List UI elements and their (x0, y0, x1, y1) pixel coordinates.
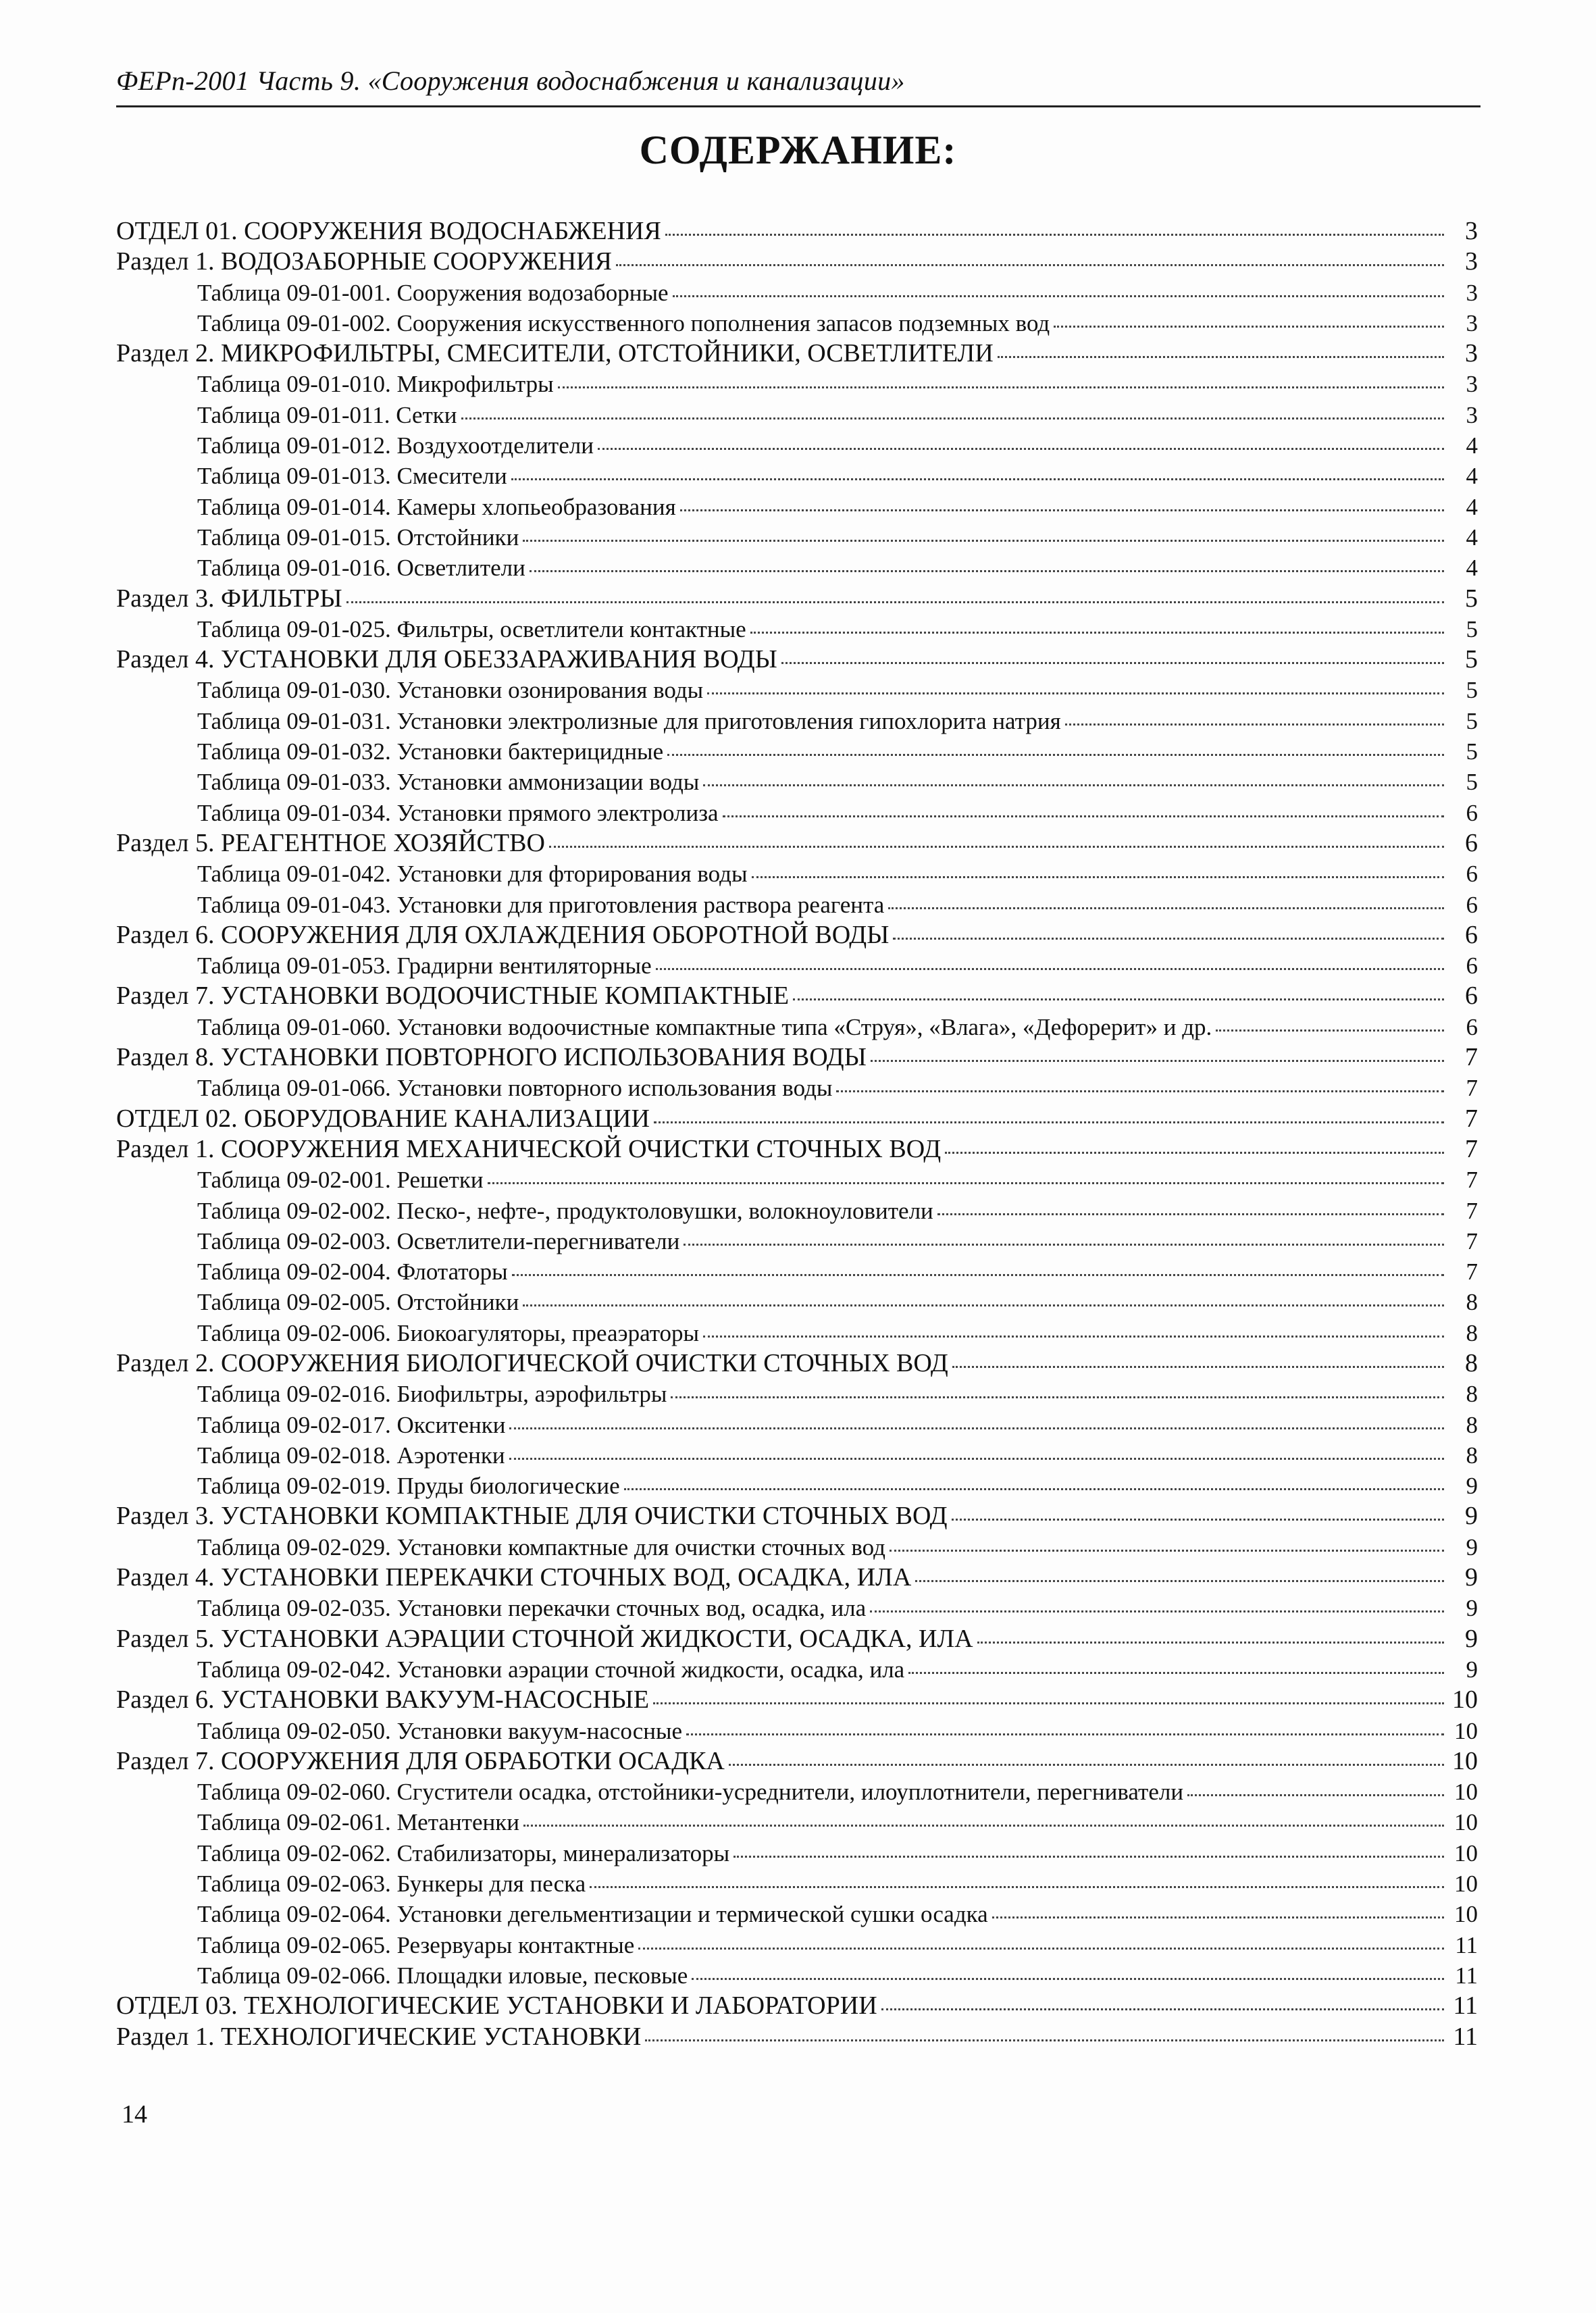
toc-entry-label: Таблица 09-01-033. Установки аммонизации воды (197, 769, 700, 796)
dot-leader (656, 968, 1444, 970)
toc-page-number: 3 (1465, 247, 1478, 276)
toc-page-number: 10 (1454, 1779, 1478, 1806)
dot-leader (638, 1948, 1444, 1950)
dot-leader (598, 448, 1444, 450)
dot-leader (703, 1336, 1444, 1338)
toc-entry-label: Раздел 8. УСТАНОВКИ ПОВТОРНОГО ИСПОЛЬЗОВАНИЯ ВОДЫ (116, 1043, 867, 1072)
toc-entry-label: Таблица 09-02-060. Сгустители осадка, отстойники-усреднители, илоуплотнители, перегниватели (197, 1779, 1184, 1806)
toc-page-number: 7 (1465, 1134, 1478, 1163)
toc-table-entry[interactable] (116, 767, 1478, 797)
toc-section-entry[interactable] (116, 1685, 1478, 1715)
toc-entry-label: Таблица 09-01-030. Установки озонирования воды (197, 677, 704, 704)
toc-entry-label: Таблица 09-01-060. Установки водоочистные компактные типа «Струя», «Влага», «Дефорерит» и др. (197, 1013, 1212, 1040)
toc-entry-label: Таблица 09-01-001. Сооружения водозаборные (197, 279, 669, 306)
toc-entry-label: Раздел 5. УСТАНОВКИ АЭРАЦИИ СТОЧНОЙ ЖИДКОСТИ, ОСАДКА, ИЛА (116, 1624, 973, 1653)
toc-section-entry[interactable] (116, 2022, 1478, 2052)
toc-page-number: 5 (1466, 677, 1478, 704)
toc-entry-label: Таблица 09-01-011. Сетки (197, 401, 457, 428)
toc-entry-label: ОТДЕЛ 02. ОБОРУДОВАНИЕ КАНАЛИЗАЦИИ (116, 1104, 650, 1133)
toc-entry-label: Раздел 5. РЕАГЕНТНОЕ ХОЗЯЙСТВО (116, 828, 545, 857)
toc-page-number: 3 (1466, 309, 1478, 336)
toc-page-number: 5 (1465, 584, 1478, 613)
page-number: 14 (122, 2100, 147, 2129)
toc-page-number: 5 (1466, 738, 1478, 765)
dot-leader (488, 1182, 1444, 1184)
toc-entry-label: ОТДЕЛ 01. СООРУЖЕНИЯ ВОДОСНАБЖЕНИЯ (116, 217, 661, 245)
toc-entry-label: Таблица 09-02-003. Осветлители-перегниватели (197, 1227, 680, 1254)
toc-page-number: 10 (1454, 1809, 1478, 1836)
dot-leader (590, 1886, 1444, 1888)
dot-leader (653, 1702, 1444, 1704)
toc-table-entry[interactable] (116, 1165, 1478, 1195)
toc-entry-label: Таблица 09-01-015. Отстойники (197, 524, 519, 551)
toc-entry-label: Таблица 09-01-014. Камеры хлопьеобразования (197, 493, 676, 520)
toc-table-entry[interactable] (116, 675, 1478, 705)
toc-section-entry[interactable] (116, 1348, 1478, 1379)
toc-table-entry[interactable] (116, 1073, 1478, 1103)
dot-leader (692, 1978, 1444, 1980)
toc-section-entry[interactable] (116, 828, 1478, 859)
toc-entry-label: Таблица 09-01-031. Установки электролизные для приготовления гипохлорита натрия (197, 707, 1061, 734)
toc-section-entry[interactable] (116, 1134, 1478, 1165)
toc-table-entry[interactable] (116, 553, 1478, 583)
toc-entry-label: Раздел 2. МИКРОФИЛЬТРЫ, СМЕСИТЕЛИ, ОТСТОЙНИКИ, ОСВЕТЛИТЕЛИ (116, 339, 994, 368)
toc-page-number: 7 (1465, 1043, 1478, 1072)
toc-entry-label: Таблица 09-01-012. Воздухоотделители (197, 432, 594, 459)
toc-section-entry[interactable] (116, 1562, 1478, 1593)
dot-leader (752, 876, 1445, 878)
dot-leader (781, 662, 1444, 664)
toc-page-number: 4 (1466, 493, 1478, 520)
toc-entry-label: Таблица 09-02-066. Площадки иловые, песковые (197, 1962, 688, 1989)
toc-table-entry[interactable] (116, 1318, 1478, 1348)
toc-table-entry[interactable] (116, 430, 1478, 461)
toc-page-number: 9 (1466, 1595, 1478, 1622)
dot-leader (549, 846, 1444, 848)
toc-entry-label: Таблица 09-02-064. Установки дегельментизации и термической сушки осадка (197, 1901, 988, 1928)
toc-page-number: 8 (1466, 1381, 1478, 1408)
toc-page-number: 6 (1465, 828, 1478, 857)
toc-page-number: 8 (1465, 1348, 1478, 1377)
dot-leader (870, 1610, 1444, 1612)
toc-table-entry[interactable] (116, 1960, 1478, 1991)
toc-entry-label: Раздел 2. СООРУЖЕНИЯ БИОЛОГИЧЕСКОЙ ОЧИСТКИ СТОЧНЫХ ВОД (116, 1348, 948, 1377)
running-header: ФЕРп-2001 Часть 9. «Сооружения водоснабжения и канализации» (116, 66, 905, 96)
toc-table-entry[interactable] (116, 798, 1478, 828)
toc-page-number: 7 (1466, 1197, 1478, 1224)
dot-leader (512, 1274, 1444, 1276)
toc-entry-label: Таблица 09-02-035. Установки перекачки сточных вод, осадка, ила (197, 1595, 867, 1622)
dot-leader (624, 1488, 1444, 1490)
toc-table-entry[interactable] (116, 522, 1478, 553)
toc-entry-label: Таблица 09-02-005. Отстойники (197, 1289, 519, 1316)
dot-leader (509, 1458, 1444, 1460)
toc-page-number: 6 (1466, 952, 1478, 980)
toc-page-number: 5 (1466, 615, 1478, 642)
toc-table-entry[interactable] (116, 369, 1478, 399)
toc-table-entry[interactable] (116, 1440, 1478, 1471)
toc-entry-label: Таблица 09-02-063. Бункеры для песка (197, 1871, 586, 1898)
toc-entry-label: ОТДЕЛ 03. ТЕХНОЛОГИЧЕСКИЕ УСТАНОВКИ И ЛАБОРАТОРИИ (116, 1991, 877, 2020)
dot-leader (893, 938, 1444, 940)
dot-leader (952, 1519, 1445, 1521)
toc-table-entry[interactable] (116, 859, 1478, 889)
toc-entry-label: Таблица 09-01-013. Смесители (197, 463, 507, 490)
toc-page-number: 9 (1465, 1502, 1478, 1531)
dot-leader (908, 1672, 1444, 1674)
toc-page-number: 8 (1466, 1289, 1478, 1316)
dot-leader (680, 509, 1444, 511)
toc-table-entry[interactable] (116, 308, 1478, 338)
toc-page-number: 6 (1465, 982, 1478, 1011)
toc-page-number: 11 (1453, 1991, 1478, 2020)
toc-table-entry[interactable] (116, 1838, 1478, 1869)
dot-leader (992, 1916, 1444, 1918)
toc-table-entry[interactable] (116, 1869, 1478, 1899)
toc-table-entry[interactable] (116, 1471, 1478, 1501)
dot-leader (952, 1366, 1444, 1368)
toc-page-number: 3 (1465, 339, 1478, 368)
toc-entry-label: Таблица 09-01-066. Установки повторного использования воды (197, 1075, 833, 1102)
dot-leader (1065, 723, 1444, 726)
toc-table-entry[interactable] (116, 1012, 1478, 1042)
toc-entry-label: Таблица 09-02-029. Установки компактные для очистки сточных вод (197, 1533, 885, 1560)
toc-table-entry[interactable] (116, 1256, 1478, 1287)
toc-section-entry[interactable] (116, 920, 1478, 950)
page-title: СОДЕРЖАНИЕ: (639, 128, 957, 172)
toc-entry-label: Раздел 1. ВОДОЗАБОРНЫЕ СООРУЖЕНИЯ (116, 247, 612, 276)
toc-table-entry[interactable] (116, 1379, 1478, 1409)
toc-entry-label: Таблица 09-02-019. Пруды биологические (197, 1473, 620, 1500)
toc-entry-label: Таблица 09-01-010. Микрофильтры (197, 371, 554, 398)
toc-table-entry[interactable] (116, 1532, 1478, 1562)
toc-entry-label: Таблица 09-01-053. Градирни вентиляторные (197, 952, 652, 980)
toc-table-entry[interactable] (116, 1226, 1478, 1256)
toc-entry-label: Таблица 09-01-025. Фильтры, осветлители контактные (197, 615, 746, 642)
toc-entry-label: Таблица 09-02-002. Песко-, нефте-, продуктоловушки, волокноуловители (197, 1197, 933, 1224)
toc-page-number: 11 (1453, 2022, 1478, 2051)
toc-entry-label: Таблица 09-02-061. Метантенки (197, 1809, 519, 1836)
toc-page-number: 7 (1466, 1167, 1478, 1194)
toc-page-number: 8 (1466, 1319, 1478, 1346)
dot-leader (523, 1825, 1444, 1827)
toc-table-entry[interactable] (116, 1716, 1478, 1746)
toc-table-entry[interactable] (116, 1196, 1478, 1226)
toc-entry-label: Таблица 09-02-065. Резервуары контактные (197, 1931, 635, 1958)
dot-leader (881, 2008, 1444, 2010)
toc-page-number: 9 (1466, 1473, 1478, 1500)
toc-entry-label: Раздел 7. УСТАНОВКИ ВОДООЧИСТНЫЕ КОМПАКТНЫЕ (116, 982, 790, 1011)
toc-entry-label: Таблица 09-02-004. Флотаторы (197, 1259, 508, 1286)
toc-section-entry[interactable] (116, 644, 1478, 675)
toc-table-entry[interactable] (116, 1654, 1478, 1685)
toc-page-number: 9 (1465, 1563, 1478, 1592)
toc-page-number: 3 (1466, 371, 1478, 398)
toc-page-number: 7 (1466, 1259, 1478, 1286)
toc-page-number: 10 (1454, 1839, 1478, 1866)
toc-table-entry[interactable] (116, 400, 1478, 430)
dot-leader (645, 2039, 1444, 2041)
toc-entry-label: Раздел 3. УСТАНОВКИ КОМПАКТНЫЕ ДЛЯ ОЧИСТКИ СТОЧНЫХ ВОД (116, 1502, 948, 1531)
toc-page-number: 6 (1466, 1013, 1478, 1040)
toc-entry-label: Раздел 6. СООРУЖЕНИЯ ДЛЯ ОХЛАЖДЕНИЯ ОБОРОТНОЙ ВОДЫ (116, 920, 890, 949)
toc-section-entry[interactable] (116, 1042, 1478, 1073)
dot-leader (729, 1764, 1444, 1766)
toc-table-entry[interactable] (116, 1777, 1478, 1807)
toc-entry-label: Таблица 09-02-050. Установки вакуум-насосные (197, 1717, 683, 1744)
dot-leader (1216, 1030, 1444, 1032)
toc-page-number: 10 (1454, 1871, 1478, 1898)
toc-table-entry[interactable] (116, 950, 1478, 981)
toc-table-entry[interactable] (116, 614, 1478, 644)
dot-leader (703, 784, 1444, 786)
toc-entry-label: Раздел 4. УСТАНОВКИ ПЕРЕКАЧКИ СТОЧНЫХ ВОД, ОСАДКА, ИЛА (116, 1563, 912, 1592)
dot-leader (793, 998, 1444, 1000)
toc-page-number: 10 (1452, 1746, 1478, 1775)
toc-page-number: 6 (1466, 799, 1478, 826)
dot-leader (1054, 326, 1444, 328)
toc-section-entry[interactable] (116, 584, 1478, 614)
dot-leader (461, 417, 1444, 420)
toc-page-number: 5 (1465, 645, 1478, 674)
toc-table-entry[interactable] (116, 736, 1478, 767)
toc-table-entry[interactable] (116, 1410, 1478, 1440)
toc-section-entry[interactable] (116, 981, 1478, 1011)
dot-leader (346, 601, 1444, 603)
dot-leader (509, 1427, 1444, 1429)
toc-section-entry[interactable] (116, 338, 1478, 369)
toc-table-entry[interactable] (116, 1593, 1478, 1623)
toc-entry-label: Таблица 09-01-002. Сооружения искусственного пополнения запасов подземных вод (197, 309, 1050, 336)
dot-leader (684, 1244, 1444, 1246)
dot-leader (558, 386, 1444, 388)
toc-page-number: 8 (1466, 1411, 1478, 1438)
toc-page-number: 3 (1466, 279, 1478, 306)
toc-table-entry[interactable] (116, 1807, 1478, 1837)
toc-entry-label: Таблица 09-02-016. Биофильтры, аэрофильтры (197, 1381, 667, 1408)
toc-entry-label: Раздел 7. СООРУЖЕНИЯ ДЛЯ ОБРАБОТКИ ОСАДКА (116, 1746, 725, 1775)
toc-division-entry[interactable] (116, 216, 1478, 247)
toc-page-number: 10 (1454, 1717, 1478, 1744)
dot-leader (998, 356, 1444, 358)
dot-leader (1187, 1794, 1444, 1796)
toc-page-number: 4 (1466, 555, 1478, 582)
dot-leader (523, 1304, 1444, 1306)
dot-leader (723, 815, 1444, 817)
toc-section-entry[interactable] (116, 1501, 1478, 1531)
toc-entry-label: Таблица 09-01-034. Установки прямого электролиза (197, 799, 719, 826)
toc-entry-label: Таблица 09-01-043. Установки для приготовления раствора реагента (197, 891, 885, 918)
toc-page-number: 11 (1455, 1962, 1478, 1989)
toc-page-number: 8 (1466, 1442, 1478, 1469)
header-divider (116, 105, 1481, 107)
toc-page-number: 6 (1465, 920, 1478, 949)
toc-entry-label: Таблица 09-02-001. Решетки (197, 1167, 484, 1194)
dot-leader (888, 907, 1444, 909)
toc-section-entry[interactable] (116, 1624, 1478, 1654)
toc-entry-label: Таблица 09-02-018. Аэротенки (197, 1442, 505, 1469)
toc-page-number: 6 (1466, 891, 1478, 918)
dot-leader (673, 295, 1444, 297)
toc-page-number: 5 (1466, 769, 1478, 796)
toc-entry-label: Таблица 09-02-062. Стабилизаторы, минерализаторы (197, 1839, 730, 1866)
toc-entry-label: Таблица 09-02-017. Окситенки (197, 1411, 506, 1438)
toc-section-entry[interactable] (116, 1746, 1478, 1777)
dot-leader (671, 1396, 1444, 1398)
dot-leader (937, 1213, 1444, 1215)
dot-leader (871, 1060, 1444, 1062)
dot-leader (890, 1550, 1444, 1552)
toc-entry-label: Таблица 09-02-042. Установки аэрации сточной жидкости, осадка, ила (197, 1656, 905, 1683)
toc-page-number: 4 (1466, 463, 1478, 490)
toc-entry-label: Таблица 09-01-016. Осветлители (197, 555, 525, 582)
toc-entry-label: Таблица 09-01-032. Установки бактерицидные (197, 738, 664, 765)
toc-section-entry[interactable] (116, 247, 1478, 277)
dot-leader (616, 264, 1444, 266)
toc-table-entry[interactable] (116, 1930, 1478, 1960)
dot-leader (977, 1642, 1444, 1644)
toc-page-number: 4 (1466, 432, 1478, 459)
toc-table-entry[interactable] (116, 1899, 1478, 1929)
toc-page-number: 10 (1452, 1685, 1478, 1714)
toc-table-entry[interactable] (116, 461, 1478, 491)
toc-division-entry[interactable] (116, 1104, 1478, 1134)
toc-table-entry[interactable] (116, 278, 1478, 308)
toc-page-number: 9 (1465, 1624, 1478, 1653)
dot-leader (945, 1152, 1444, 1154)
toc-table-entry[interactable] (116, 1287, 1478, 1317)
toc-page-number: 9 (1466, 1533, 1478, 1560)
dot-leader (750, 632, 1444, 634)
toc-page-number: 6 (1466, 861, 1478, 888)
toc-table-entry[interactable] (116, 492, 1478, 522)
toc-entry-label: Раздел 3. ФИЛЬТРЫ (116, 584, 342, 613)
toc-entry-label: Раздел 1. ТЕХНОЛОГИЧЕСКИЕ УСТАНОВКИ (116, 2022, 642, 2051)
toc-division-entry[interactable] (116, 1991, 1478, 2021)
dot-leader (665, 234, 1444, 236)
toc-entry-label: Таблица 09-01-042. Установки для фторирования воды (197, 861, 748, 888)
toc-page-number: 10 (1454, 1901, 1478, 1928)
toc-page-number: 3 (1466, 401, 1478, 428)
toc-table-entry[interactable] (116, 890, 1478, 920)
toc-entry-label: Таблица 09-02-006. Биокоагуляторы, преаэраторы (197, 1319, 700, 1346)
dot-leader (511, 478, 1444, 480)
toc-page-number: 5 (1466, 707, 1478, 734)
toc-table-entry[interactable] (116, 706, 1478, 736)
dot-leader (836, 1090, 1444, 1092)
toc-page-number: 7 (1466, 1227, 1478, 1254)
dot-leader (530, 570, 1444, 572)
toc-entry-label: Раздел 1. СООРУЖЕНИЯ МЕХАНИЧЕСКОЙ ОЧИСТКИ СТОЧНЫХ ВОД (116, 1134, 942, 1163)
dot-leader (654, 1121, 1444, 1123)
dot-leader (707, 692, 1444, 694)
toc-page-number: 3 (1465, 217, 1478, 245)
toc-entry-label: Раздел 4. УСТАНОВКИ ДЛЯ ОБЕЗЗАРАЖИВАНИЯ ВОДЫ (116, 645, 777, 674)
dot-leader (915, 1580, 1444, 1582)
dot-leader (733, 1856, 1444, 1858)
toc-page-number: 4 (1466, 524, 1478, 551)
dot-leader (667, 754, 1444, 756)
toc-page-number: 7 (1466, 1075, 1478, 1102)
toc-page-number: 7 (1465, 1104, 1478, 1133)
toc-page-number: 9 (1466, 1656, 1478, 1683)
table-of-contents (116, 216, 1478, 2052)
dot-leader (686, 1733, 1444, 1735)
toc-page-number: 11 (1455, 1931, 1478, 1958)
dot-leader (523, 540, 1444, 542)
toc-entry-label: Раздел 6. УСТАНОВКИ ВАКУУМ-НАСОСНЫЕ (116, 1685, 650, 1714)
